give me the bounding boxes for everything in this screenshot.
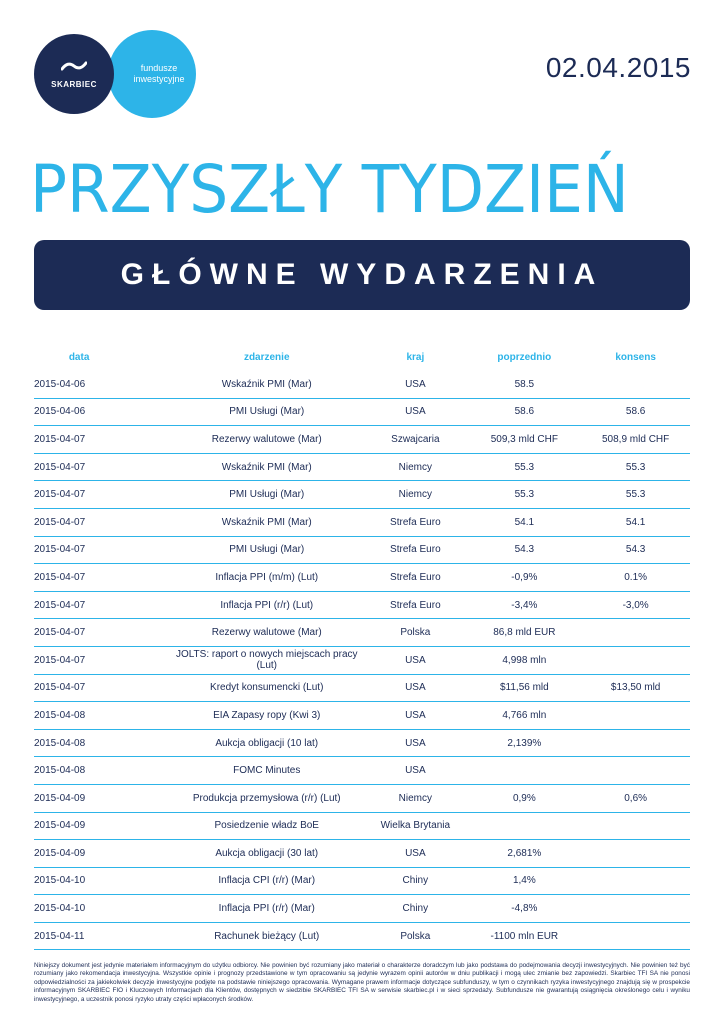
cell-consensus [581, 895, 690, 923]
cell-consensus: $13,50 mld [581, 674, 690, 702]
header-previous: poprzednio [497, 351, 552, 363]
cell-country: USA [363, 646, 467, 674]
cell-country: Chiny [363, 895, 467, 923]
header-date: data [68, 351, 90, 363]
cell-previous: 55.3 [467, 453, 581, 481]
table-row [34, 371, 690, 398]
table-row [34, 481, 690, 509]
cell-event: Aukcja obligacji (30 lat) [170, 840, 363, 868]
cell-event: JOLTS: raport o nowych miejscach pracy (Lut) [170, 646, 363, 674]
fundusze-logo-circle [108, 30, 196, 118]
cell-country: Wielka Brytania [363, 812, 467, 840]
cell-event: Wskaźnik PMI (Mar) [170, 371, 363, 398]
cell-date: 2015-04-07 [34, 674, 170, 702]
cell-event: Posiedzenie władz BoE [170, 812, 363, 840]
cell-previous: -3,4% [467, 591, 581, 619]
cell-event: PMI Usługi (Mar) [170, 481, 363, 509]
cell-date: 2015-04-09 [34, 784, 170, 812]
cell-country: Niemcy [363, 784, 467, 812]
header-country: kraj [406, 351, 425, 363]
cell-date: 2015-04-07 [34, 619, 170, 647]
cell-event: Inflacja CPI (r/r) (Mar) [170, 867, 363, 895]
disclaimer: Niniejszy dokument jest jedynie materiałem informacyjnym do użytku odbiorcy. Nie powinien być rozumiany jako materiał o charakterze doradczym lub jako podstawa do podejmowania decyzji inwestycyjnych. Nie powinien też być rozumiany jako rekomendacja inwestycyjna. Wszystkie opinie i prognozy przedstawione w tym opracowaniu są jedynie wyrazem opinii autorów w dniu publikacji i mogą ulec zmianie bez zapowiedzi. Skarbiec TFI SA nie ponosi odpowiedzialności za jakiekolwiek decyzje inwestycyjne podjęte na podstawie niniejszego opracowania. Wymagane prawem informacje dotyczące subfunduszy, w tym o czynnikach ryzyka inwestycyjnego znajdują się w prospekcie informacyjnym SKARBIEC FIO i Kluczowych Informacjach dla Klientów, dostępnych w siedzibie SKARBIEC TFI SA w serwisie skarbiec.pl i w sieci sprzedaży. Subfundusze nie gwarantują osiągnięcia określonego celu i wyniku inwestycyjnego, a uczestnik ponosi ryzyko utraty części wpłaconych środków. [34, 962, 690, 1003]
cell-event: Aukcja obligacji (10 lat) [170, 729, 363, 757]
logo-tagline: fundusze inwestycyjne [133, 63, 185, 84]
cell-country: USA [363, 757, 467, 785]
cell-event: Rachunek bieżący (Lut) [170, 922, 363, 950]
cell-country: Polska [363, 619, 467, 647]
cell-country: USA [363, 398, 467, 426]
cell-previous: 54.1 [467, 508, 581, 536]
cell-event: FOMC Minutes [170, 757, 363, 785]
cell-previous: -1100 mln EUR [467, 922, 581, 950]
cell-consensus [581, 619, 690, 647]
table-row [34, 784, 690, 812]
cell-consensus: 0.1% [581, 564, 690, 592]
cell-consensus: 54.1 [581, 508, 690, 536]
table-row [34, 702, 690, 730]
cell-date: 2015-04-08 [34, 757, 170, 785]
banner-label: GŁÓWNE WYDARZENIA [120, 258, 604, 291]
cell-country: Niemcy [363, 453, 467, 481]
cell-consensus [581, 646, 690, 674]
cell-previous: -0,9% [467, 564, 581, 592]
cell-event: Produkcja przemysłowa (r/r) (Lut) [170, 784, 363, 812]
table-row [34, 674, 690, 702]
cell-previous: 2,681% [467, 840, 581, 868]
table-row [34, 729, 690, 757]
cell-country: USA [363, 729, 467, 757]
cell-date: 2015-04-06 [34, 371, 170, 398]
cell-date: 2015-04-07 [34, 564, 170, 592]
document-date: 02.04.2015 [545, 52, 691, 83]
cell-consensus: 54.3 [581, 536, 690, 564]
cell-consensus [581, 757, 690, 785]
header-event: zdarzenie [243, 351, 290, 363]
cell-date: 2015-04-09 [34, 840, 170, 868]
cell-previous: 55.3 [467, 481, 581, 509]
cell-date: 2015-04-07 [34, 591, 170, 619]
cell-consensus: 508,9 mld CHF [581, 426, 690, 454]
cell-date: 2015-04-09 [34, 812, 170, 840]
cell-consensus: 55.3 [581, 481, 690, 509]
cell-event: Kredyt konsumencki (Lut) [170, 674, 363, 702]
cell-date: 2015-04-11 [34, 922, 170, 950]
cell-country: Niemcy [363, 481, 467, 509]
cell-consensus [581, 729, 690, 757]
cell-consensus: -3,0% [581, 591, 690, 619]
table-row [34, 840, 690, 868]
cell-country: USA [363, 371, 467, 398]
cell-country: Polska [363, 922, 467, 950]
cell-previous: 0,9% [467, 784, 581, 812]
cell-event: Inflacja PPI (r/r) (Mar) [170, 895, 363, 923]
table-row [34, 867, 690, 895]
cell-country: USA [363, 674, 467, 702]
cell-consensus [581, 867, 690, 895]
cell-date: 2015-04-07 [34, 481, 170, 509]
cell-previous [467, 757, 581, 785]
cell-consensus [581, 812, 690, 840]
cell-consensus: 0,6% [581, 784, 690, 812]
cell-country: Strefa Euro [363, 536, 467, 564]
cell-event: EIA Zapasy ropy (Kwi 3) [170, 702, 363, 730]
table-row [34, 619, 690, 647]
cell-country: Strefa Euro [363, 564, 467, 592]
cell-previous: -4,8% [467, 895, 581, 923]
header-consensus: konsens [615, 351, 656, 363]
cell-date: 2015-04-08 [34, 702, 170, 730]
cell-consensus: 55.3 [581, 453, 690, 481]
cell-consensus: 58.6 [581, 398, 690, 426]
cell-date: 2015-04-07 [34, 536, 170, 564]
cell-consensus [581, 922, 690, 950]
table-row [34, 922, 690, 950]
page-title: PRZYSZŁY TYDZIEŃ [30, 151, 629, 228]
cell-event: Wskaźnik PMI (Mar) [170, 508, 363, 536]
cell-country: USA [363, 702, 467, 730]
cell-consensus [581, 840, 690, 868]
cell-event: Inflacja PPI (m/m) (Lut) [170, 564, 363, 592]
cell-country: Chiny [363, 867, 467, 895]
cell-consensus [581, 702, 690, 730]
cell-country: Strefa Euro [363, 508, 467, 536]
cell-previous: 2,139% [467, 729, 581, 757]
cell-event: PMI Usługi (Mar) [170, 536, 363, 564]
cell-date: 2015-04-07 [34, 646, 170, 674]
cell-previous: 86,8 mld EUR [467, 619, 581, 647]
cell-date: 2015-04-07 [34, 453, 170, 481]
table-header-row [34, 343, 690, 371]
table-row [34, 398, 690, 426]
cell-consensus [581, 371, 690, 398]
skarbiec-wave-icon [61, 60, 87, 74]
cell-country: Szwajcaria [363, 426, 467, 454]
cell-event: Wskaźnik PMI (Mar) [170, 453, 363, 481]
table-row [34, 508, 690, 536]
cell-previous: 1,4% [467, 867, 581, 895]
cell-date: 2015-04-08 [34, 729, 170, 757]
events-table [34, 343, 690, 950]
cell-date: 2015-04-10 [34, 867, 170, 895]
cell-event: Rezerwy walutowe (Mar) [170, 619, 363, 647]
cell-previous: 58.6 [467, 398, 581, 426]
table-row [34, 591, 690, 619]
cell-country: Strefa Euro [363, 591, 467, 619]
cell-event: Rezerwy walutowe (Mar) [170, 426, 363, 454]
table-row [34, 812, 690, 840]
cell-date: 2015-04-06 [34, 398, 170, 426]
section-banner [34, 240, 690, 310]
cell-previous: $11,56 mld [467, 674, 581, 702]
table-row [34, 426, 690, 454]
cell-event: PMI Usługi (Mar) [170, 398, 363, 426]
cell-previous: 54.3 [467, 536, 581, 564]
table-row [34, 646, 690, 674]
skarbiec-logo [34, 34, 114, 114]
cell-country: USA [363, 840, 467, 868]
cell-date: 2015-04-07 [34, 426, 170, 454]
table-row [34, 536, 690, 564]
table-row [34, 453, 690, 481]
cell-event: Inflacja PPI (r/r) (Lut) [170, 591, 363, 619]
table-row [34, 564, 690, 592]
cell-previous: 4,998 mln [467, 646, 581, 674]
cell-previous: 4,766 mln [467, 702, 581, 730]
cell-previous [467, 812, 581, 840]
cell-previous: 58.5 [467, 371, 581, 398]
logo-brand: SKARBIEC [51, 79, 97, 89]
cell-date: 2015-04-07 [34, 508, 170, 536]
events-table-body [34, 371, 690, 950]
cell-date: 2015-04-10 [34, 895, 170, 923]
table-row [34, 757, 690, 785]
table-row [34, 895, 690, 923]
cell-previous: 509,3 mld CHF [467, 426, 581, 454]
